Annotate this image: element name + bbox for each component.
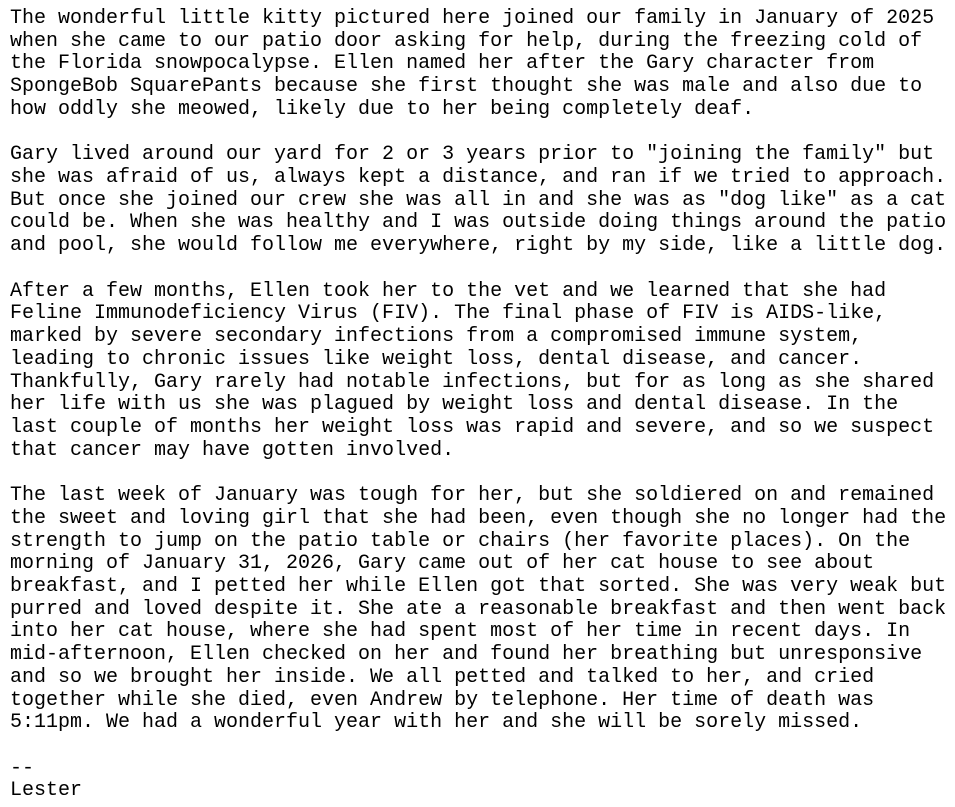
text-line: the Florida snowpocalypse. Ellen named her after the Gary character from: [10, 52, 875, 76]
text-line: and so we brought her inside. We all petted and talked to her, and cried: [10, 665, 875, 689]
text-line: SpongeBob SquarePants because she first thought she was male and also due to: [10, 75, 923, 99]
text-line: and pool, she would follow me everywhere, right by my side, like a little dog.: [10, 234, 947, 258]
text-line: into her cat house, where she had spent most of her time in recent days. In: [10, 620, 911, 644]
signature-block: [10, 758, 955, 803]
text-line: breakfast, and I petted her while Ellen got that sorted. She was very weak but: [10, 574, 947, 598]
signature-separator: --: [10, 756, 35, 780]
text-line: Gary lived around our yard for 2 or 3 years prior to "joining the family" but: [10, 143, 935, 167]
text-line: Thankfully, Gary rarely had notable infections, but for as long as she shared: [10, 370, 935, 394]
text-line: the sweet and loving girl that she had been, even though she no longer had the: [10, 506, 947, 530]
text-line: marked by severe secondary infections from a compromised immune system,: [10, 325, 863, 349]
text-line: could be. When she was healthy and I was outside doing things around the patio: [10, 211, 947, 235]
text-line: that cancer may have gotten involved.: [10, 438, 455, 462]
text-line: purred and loved despite it. She ate a reasonable breakfast and then went back: [10, 597, 947, 621]
text-line: leading to chronic issues like weight loss, dental disease, and cancer.: [10, 347, 863, 371]
text-line: The wonderful little kitty pictured here joined our family in January of 2025: [10, 7, 935, 30]
text-line: how oddly she meowed, likely due to her being completely deaf.: [10, 97, 755, 121]
text-line: After a few months, Ellen took her to the vet and we learned that she had: [10, 279, 887, 303]
paragraph-final-days: [10, 485, 955, 735]
text-line: she was afraid of us, always kept a distance, and ran if we tried to approach.: [10, 166, 947, 190]
text-line: together while she died, even Andrew by telephone. Her time of death was: [10, 688, 875, 712]
paragraph-diagnosis: [10, 281, 955, 463]
text-line: her life with us she was plagued by weight loss and dental disease. In the: [10, 393, 899, 417]
text-line: But once she joined our crew she was all in and she was as "dog like" as a cat: [10, 188, 947, 212]
text-line: mid-afternoon, Ellen checked on her and found her breathing but unresponsive: [10, 643, 923, 667]
text-line: when she came to our patio door asking for help, during the freezing cold of: [10, 29, 923, 53]
paragraph-personality: [10, 144, 955, 258]
text-line: morning of January 31, 2026, Gary came out of her cat house to see about: [10, 552, 875, 576]
text-line: last couple of months her weight loss was rapid and severe, and so we suspect: [10, 415, 935, 439]
text-line: strength to jump on the patio table or chairs (her favorite places). On the: [10, 529, 911, 553]
paragraph-arrival: [10, 8, 955, 122]
text-line: The last week of January was tough for her, but she soldiered on and remained: [10, 484, 935, 508]
text-line: Feline Immunodeficiency Virus (FIV). The final phase of FIV is AIDS-like,: [10, 302, 887, 326]
text-line: 5:11pm. We had a wonderful year with her and she will be sorely missed.: [10, 711, 863, 735]
signature-name: Lester: [10, 779, 83, 803]
